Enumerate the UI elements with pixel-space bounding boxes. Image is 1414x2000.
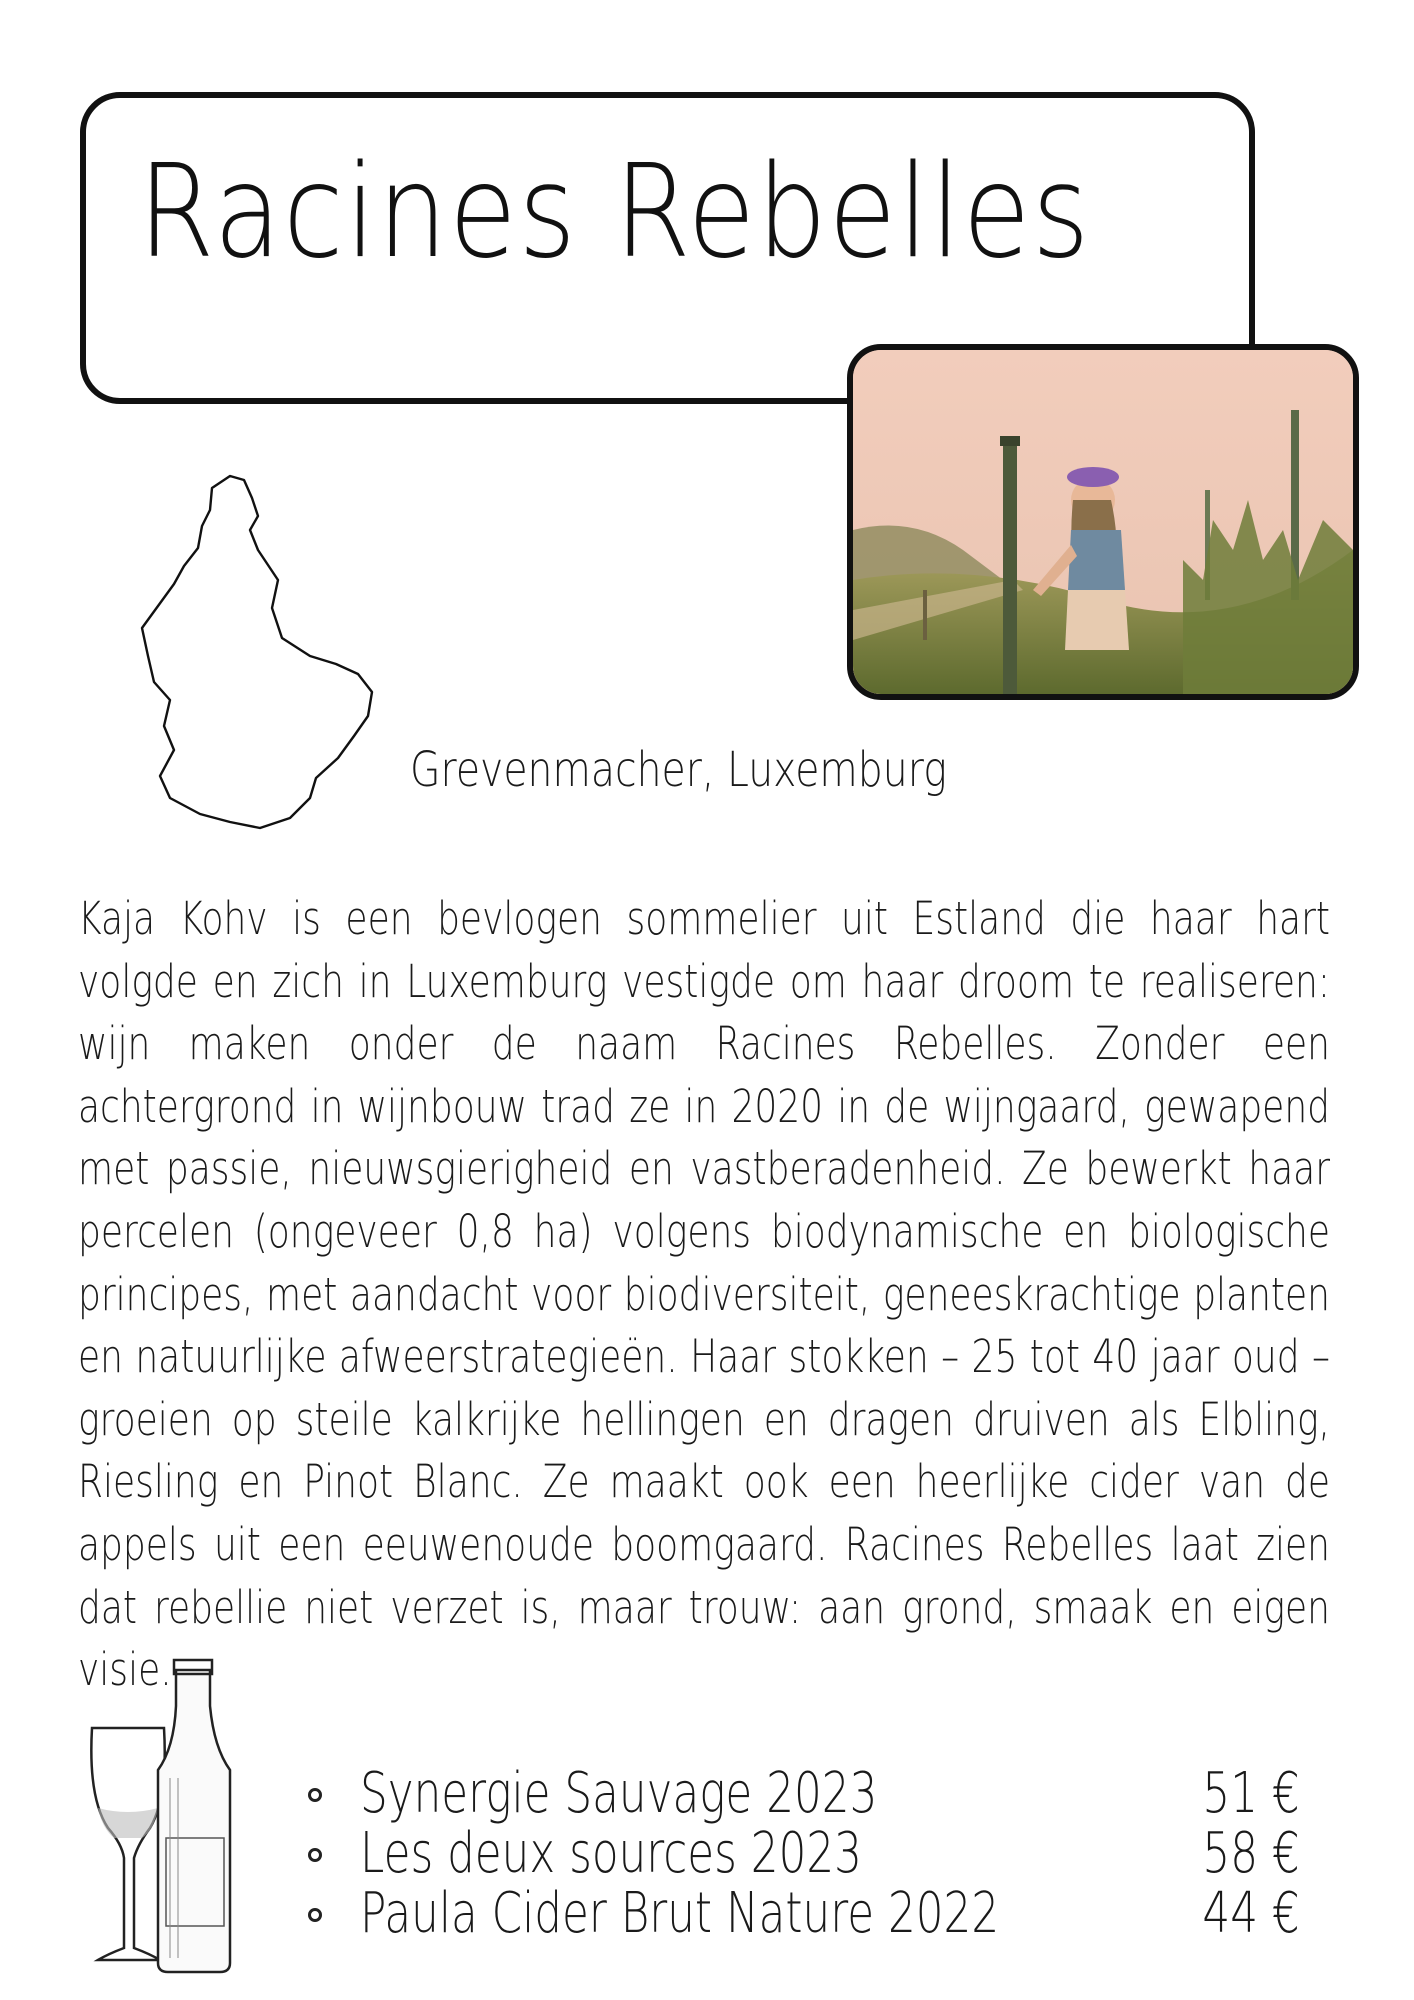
page-title: Racines Rebelles [138,138,1092,287]
wine-name: Paula Cider Brut Nature 2022 [360,1881,1000,1946]
wine-price: 58 € [1202,1821,1300,1886]
bullet-icon [308,1788,322,1802]
wine-bottle-glass-icon [78,1658,238,1978]
wine-name: Synergie Sauvage 2023 [360,1761,878,1826]
location-text: Grevenmacher, Luxemburg [410,742,947,798]
wine-price: 51 € [1202,1761,1300,1826]
wine-list [300,1761,1300,1946]
vineyard-photo-icon [853,350,1353,694]
vineyard-photo [847,344,1359,700]
bio-paragraph: Kaja Kohv is een bevlogen sommelier uit Estland die haar hart volgde en zich in Luxemburg vestigde om haar droom te realiseren: wijn maken onder de naam Racines Rebelles. Zonder een achtergrond in wijnbouw trad ze in 2020 in de wijngaard, gewapend met passie, nieuwsgierigheid en vastberadenheid. Ze bewerkt haar percelen (ongeveer 0,8 ha) volgens biodynamische en biologische principes, met aandacht voor biodiversiteit, geneeskrachtige planten en natuurlijke afweerstrategieën. Haar stokken – 25 tot 40 jaar oud – groeien op steile kalkrijke hellingen en dragen druiven als Elbling, Riesling en Pinot Blanc. Ze maakt ook een heerlijke cider van de appels uit een eeuwenoude boomgaard. Racines Rebelles laat zien dat rebellie niet verzet is, maar trouw: aan grond, smaak en eigen visie. [78,892,1330,1697]
luxembourg-map-icon [140,468,408,836]
wine-name: Les deux sources 2023 [360,1821,862,1886]
list-item [300,1881,1300,1946]
list-item [300,1761,1300,1826]
bullet-icon [308,1908,322,1922]
bullet-icon [308,1848,322,1862]
wine-price: 44 € [1202,1881,1300,1946]
list-item [300,1821,1300,1886]
